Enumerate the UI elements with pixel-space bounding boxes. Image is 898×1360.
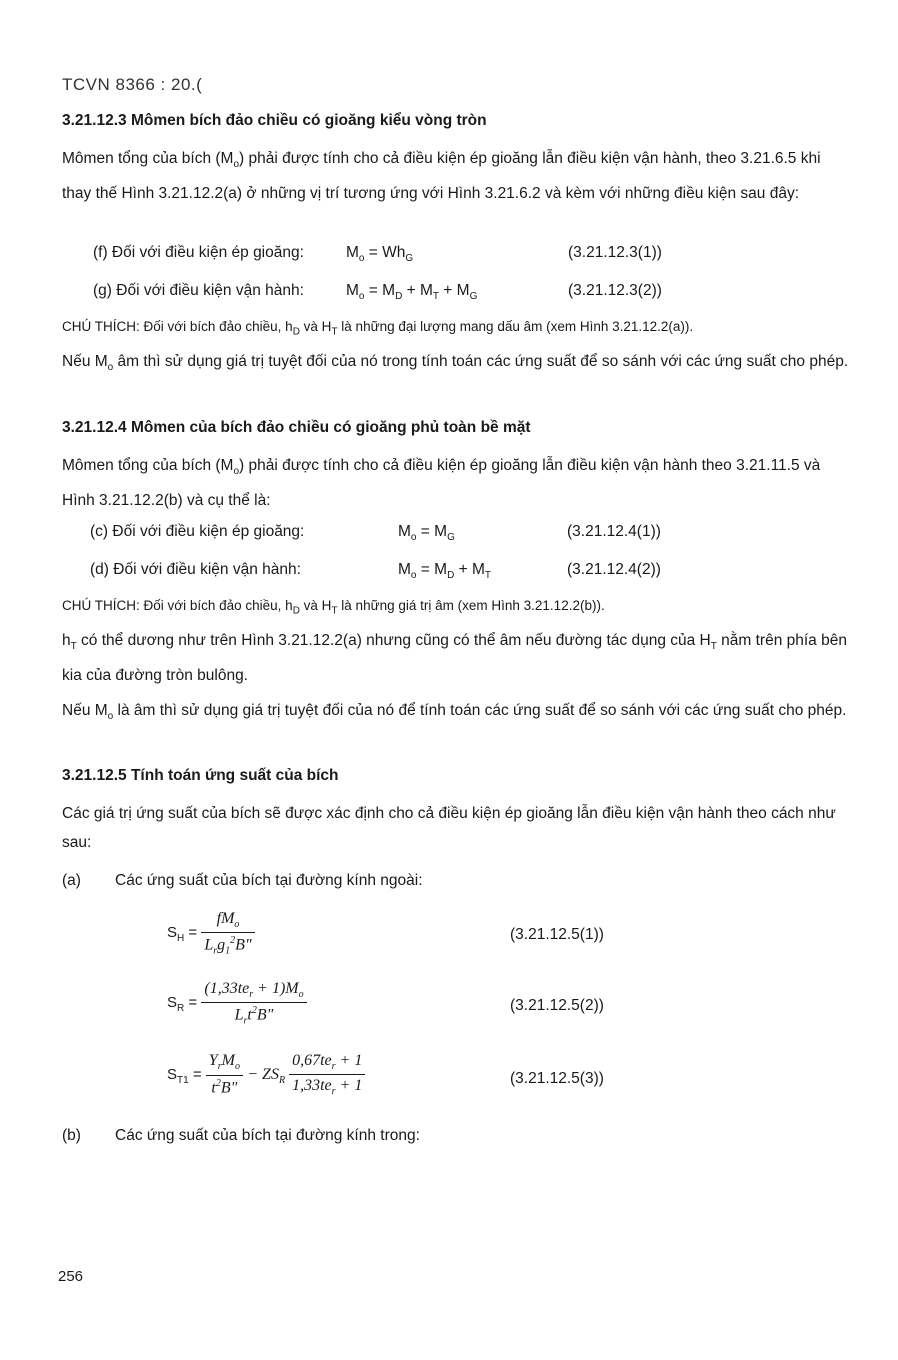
item-d-label: (d) Đối với điều kiện vận hành: — [90, 561, 301, 578]
equation-2-ref: (3.21.12.5(2)) — [510, 997, 604, 1014]
item-b-text: Các ứng suất của bích tại đường kính trong: — [115, 1127, 420, 1144]
section-title-3-21-12-4: 3.21.12.4 Mômen của bích đảo chiều có gioăng phủ toàn bề mặt — [62, 419, 531, 436]
negative-moment-note-1: Nếu $M_o$ âm thì sử dụng giá trị tuyệt đối của nó trong tính toán các ứng suất để so sánh với các ứng suất cho phép. — [62, 353, 849, 374]
equation-c-ref: (3.21.12.4(1)) — [567, 523, 661, 540]
section-title-3-21-12-5: 3.21.12.5 Tính toán ứng suất của bích — [62, 767, 339, 784]
negative-moment-note-2: Nếu $M_o$ là âm thì sử dụng giá trị tuyệt đối của nó để tính toán các ứng suất để so sánh với các ứng suất cho phép. — [62, 702, 847, 723]
equation-3-ref: (3.21.12.5(3)) — [510, 1070, 604, 1087]
equation-d-ref: (3.21.12.4(2)) — [567, 561, 661, 578]
section-1-intro: Mômen tổng của bích $(M_o)$ phải được tính cho cả điều kiện ép gioăng lẫn điều kiện vận hành, theo 3.21.6.5 khi thay thế Hình 3.21.12.2(a) ở những vị trí tương ứng với Hình 3.21.6.2 và kèm với những điều kiện sau đây: — [62, 150, 821, 203]
section-2-intro: Mômen tổng của bích $(M_o)$ phải được tính cho cả điều kiện ép gioăng lẫn điều kiện vận hành theo 3.21.11.5 và Hình 3.21.12.2(b) và cụ thể là: — [62, 457, 821, 510]
item-a-text: Các ứng suất của bích tại đường kính ngoài: — [115, 872, 423, 889]
page-number: 256 — [58, 1268, 84, 1285]
item-c-label: (c) Đối với điều kiện ép gioăng: — [90, 523, 305, 540]
section-3-intro: Các giá trị ứng suất của bích sẽ được xác định cho cả điều kiện ép gioăng lẫn điều kiện vận hành theo cách như sau: — [62, 805, 836, 851]
equation-sr: $S_R$ = $\frac{(1,33te_r + 1)M_o}{L_rt^2B"}$ — [167, 980, 307, 1027]
ht-paragraph: $h_T$ có thể dương như trên Hình 3.21.12.2(a) nhưng cũng có thể âm nếu đường tác dụng của $H_T$ nằm trên phía bên kia của đường tròn bulông. — [62, 632, 847, 685]
equation-g: $M_o = M_D + M_T + M_G$ — [346, 282, 478, 303]
page-header: TCVN 8366 : 20.( — [62, 75, 203, 94]
equation-f-ref: (3.21.12.3(1)) — [568, 244, 662, 261]
note-1: CHÚ THÍCH: Đối với bích đảo chiều, $h_D$ và $H_T$ là những đại lượng mang dấu âm (xem Hình 3.21.12.2(a)). — [62, 319, 694, 338]
item-b-label: (b) — [62, 1127, 81, 1144]
equation-st1: $S_{T1}$ = $\frac{Y_rM_o}{t^2B"}$ − $ZS_R$ $\frac{0,67te_r + 1}{1,33te_r + 1}$ — [167, 1052, 365, 1097]
equation-c: $M_o = M_G$ — [398, 523, 455, 544]
note-2: CHÚ THÍCH: Đối với bích đảo chiều, $h_D$ và $H_T$ là những giá trị âm (xem Hình 3.21.12.2(b)). — [62, 598, 605, 617]
section-title-3-21-12-3: 3.21.12.3 Mômen bích đảo chiều có gioăng kiểu vòng tròn — [62, 112, 487, 129]
item-g-label: (g) Đối với điều kiện vận hành: — [93, 282, 304, 299]
equation-sh: $S_H$ = $\frac{fM_o}{L_rg_1^2B"}$ — [167, 910, 255, 957]
item-f-label: (f) Đối với điều kiện ép gioăng: — [93, 244, 304, 261]
equation-f: $M_o = Wh_G$ — [346, 244, 414, 265]
item-a-label: (a) — [62, 872, 81, 889]
equation-1-ref: (3.21.12.5(1)) — [510, 926, 604, 943]
equation-g-ref: (3.21.12.3(2)) — [568, 282, 662, 299]
equation-d: $M_o = M_D + M_T$ — [398, 561, 491, 582]
